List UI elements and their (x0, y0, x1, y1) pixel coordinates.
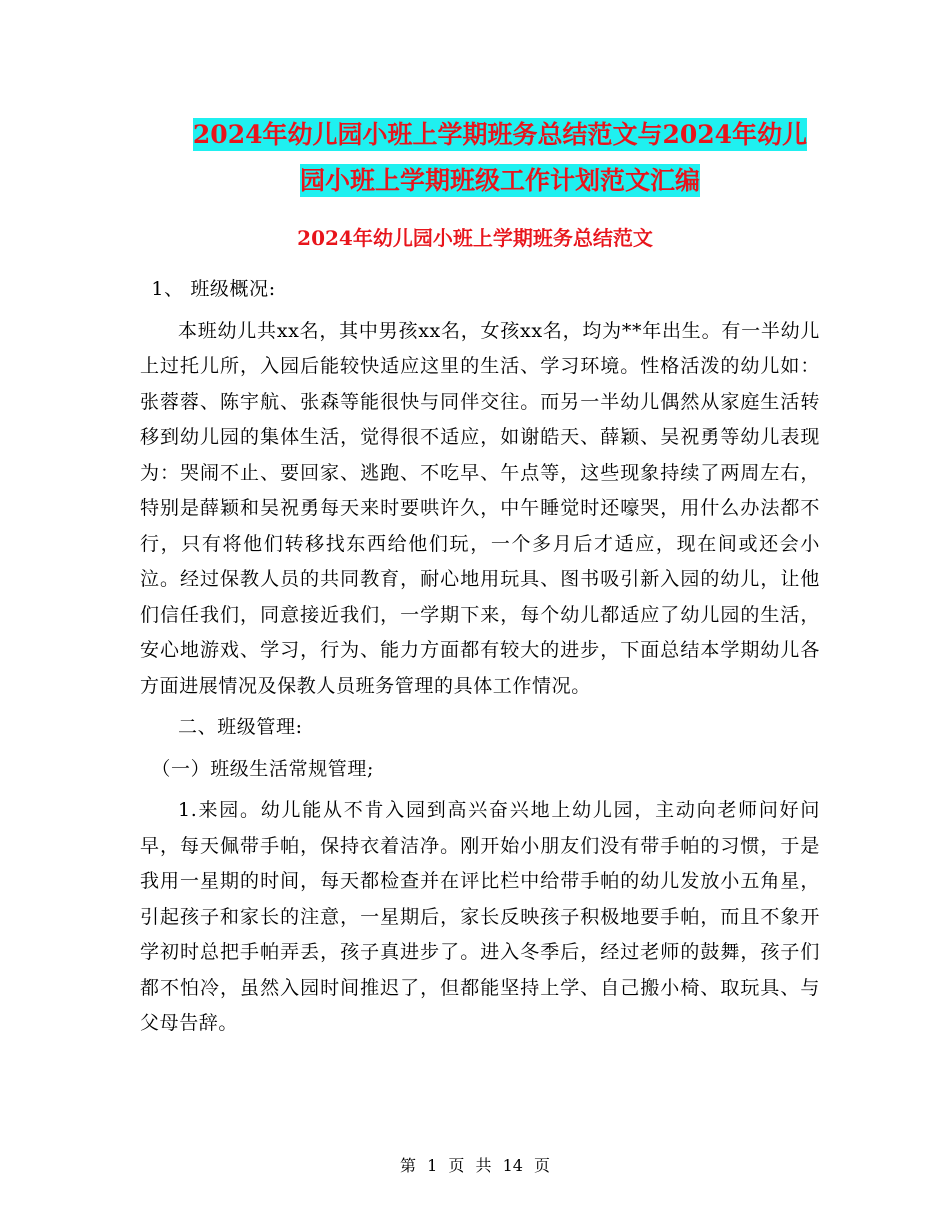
title-line-2: 园小班上学期班级工作计划范文汇编 (299, 166, 700, 195)
total-pages: 14 (502, 1156, 523, 1175)
page-footer (0, 1153, 950, 1176)
document-title (130, 112, 870, 204)
paragraph-arrival: 1.来园。幼儿能从不肯入园到高兴奋兴地上幼儿园，主动向老师问好问早，每天佩带手帕，保持衣着洁净。刚开始小朋友们没有带手帕的习惯，于是我用一星期的时间，每天都检查并在评比栏中给带手帕的幼儿发放小五角星，引起孩子和家长的注意，一星期后，家长反映孩子积极地要手帕，而且不象开学初时总把手帕弄丢，孩子真进步了。进入冬季后，经过老师的鼓舞，孩子们都不怕冷，虽然入园时间推迟了，但都能坚持上学、自己搬小椅、取玩具、与父母告辞。 (140, 799, 820, 1034)
section-title: 2024年幼儿园小班上学期班务总结范文 (297, 226, 653, 250)
footer-prefix: 第 (399, 1156, 416, 1175)
page-number: 1 (427, 1156, 438, 1175)
footer-page-word: 页 (448, 1156, 465, 1175)
footer-suffix: 页 (534, 1156, 551, 1175)
title-line-1: 2024年幼儿园小班上学期班务总结范文与2024年幼儿 (192, 120, 808, 149)
heading-daily-routine: （一）班级生活常规管理; (151, 757, 374, 780)
footer-total-word: 共 (475, 1156, 492, 1175)
heading-class-overview: 1、 班级概况: (151, 278, 276, 300)
paragraph-overview: 本班幼儿共xx名，其中男孩xx名，女孩xx名，均为**年出生。有一半幼儿上过托儿所，入园后能较快适应这里的生活、学习环境。性格活泼的幼儿如：张蓉蓉、陈宇航、张森等能很快与同伴交往。而另一半幼儿偶然从家庭生活转移到幼儿园的集体生活，觉得很不适应，如谢皓天、薛颖、吴祝勇等幼儿表现为：哭闹不止、要回家、逃跑、不吃早、午点等，这些现象持续了两周左右，特别是薛颖和吴祝勇每天来时要哄许久，中午睡觉时还嚎哭，用什么办法都不行，只有将他们转移找东西给他们玩，一个多月后才适应，现在间或还会小泣。经过保教人员的共同教育，耐心地用玩具、图书吸引新入园的幼儿，让他们信任我们，同意接近我们，一学期下来，每个幼儿都适应了幼儿园的生活，安心地游戏、学习，行为、能力方面都有较大的进步，下面总结本学期幼儿各方面进展情况及保教人员班务管理的具体工作情况。 (140, 319, 820, 697)
heading-class-management: 二、班级管理: (178, 716, 303, 738)
document-body (140, 272, 820, 1042)
